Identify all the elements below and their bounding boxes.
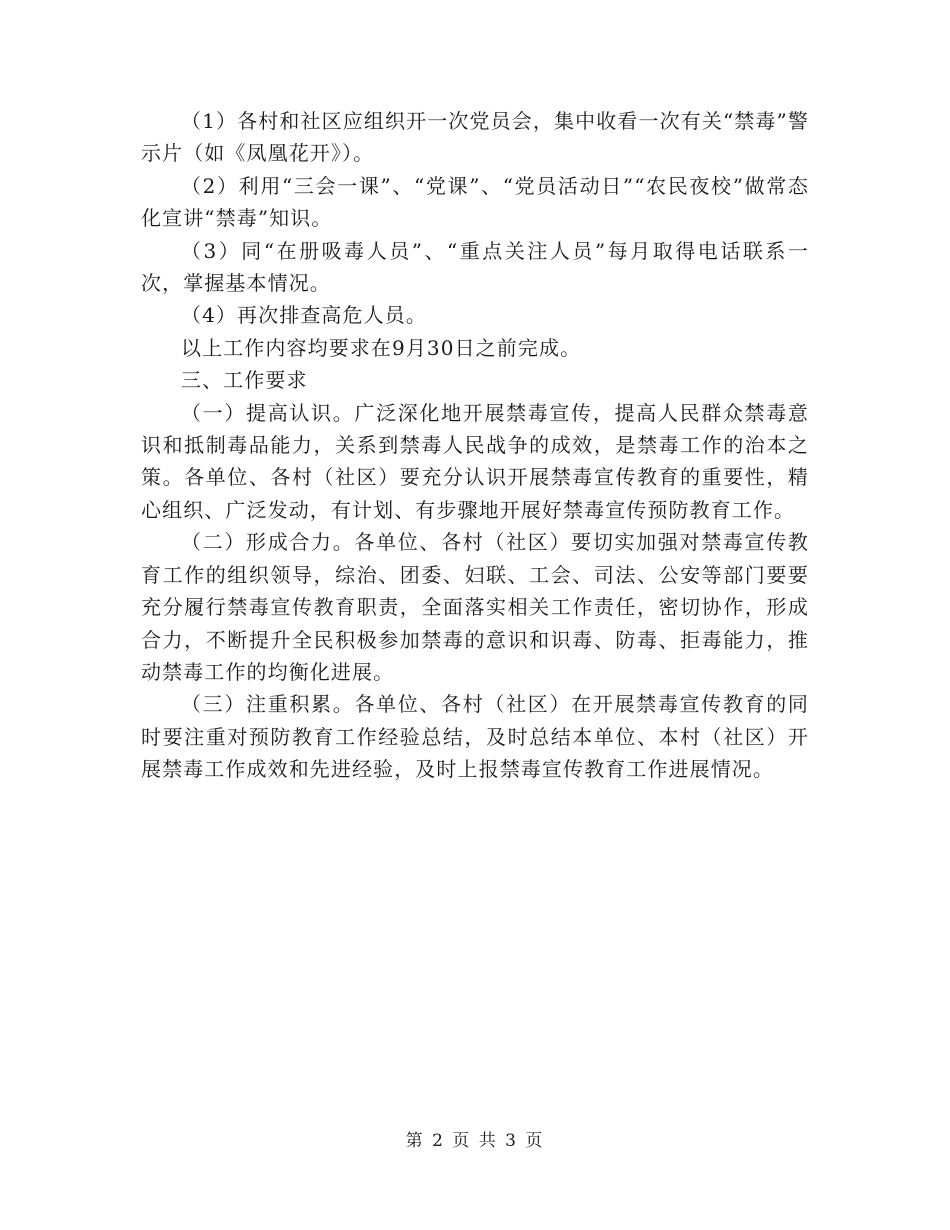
requirement-paragraph-1: （一）提高认识。广泛深化地开展禁毒宣传，提高人民群众禁毒意识和抵制毒品能力，关系到禁毒人民战争的成效，是禁毒工作的治本之策。各单位、各村（社区）要充分认识开展禁毒宣传教育的重要性，精心组织、广泛发动，有计划、有步骤地开展好禁毒宣传预防教育工作。 <box>141 400 809 522</box>
paragraph-item-1: （1）各村和社区应组织开一次党员会，集中收看一次有关“禁毒”警示片（如《凤凰花开》）。 <box>141 109 809 166</box>
requirement-paragraph-3: （三）注重积累。各单位、各村（社区）在开展禁毒宣传教育的同时要注重对预防教育工作经验总结，及时总结本单位、本村（社区）开展禁毒工作成效和先进经验，及时上报禁毒宣传教育工作进展情况。 <box>141 692 809 782</box>
deadline-paragraph: 以上工作内容均要求在9月30日之前完成。 <box>181 335 582 360</box>
page-number-label: 第 2 页 共 3 页 <box>405 1131 545 1151</box>
page-footer <box>0 1126 950 1151</box>
paragraph-item-3: （3）同“在册吸毒人员”、“重点关注人员”每月取得电话联系一次，掌握基本情况。 <box>141 238 809 296</box>
document-body <box>141 105 809 786</box>
section-heading: 三、工作要求 <box>181 368 308 393</box>
requirement-paragraph-2: （二）形成合力。各单位、各村（社区）要切实加强对禁毒宣传教育工作的组织领导，综治、团委、妇联、工会、司法、公安等部门要要充分履行禁毒宣传教育职责，全面落实相关工作责任，密切协作，形成合力，不断提升全民积极参加禁毒的意识和识毒、防毒、拒毒能力，推动禁毒工作的均衡化进展。 <box>141 530 809 684</box>
paragraph-item-4: （4）再次排查高危人员。 <box>181 303 427 328</box>
paragraph-item-2: （2）利用“三会一课”、“党课”、“党员活动日”“农民夜校”做常态化宣讲“禁毒”知识。 <box>141 173 809 231</box>
